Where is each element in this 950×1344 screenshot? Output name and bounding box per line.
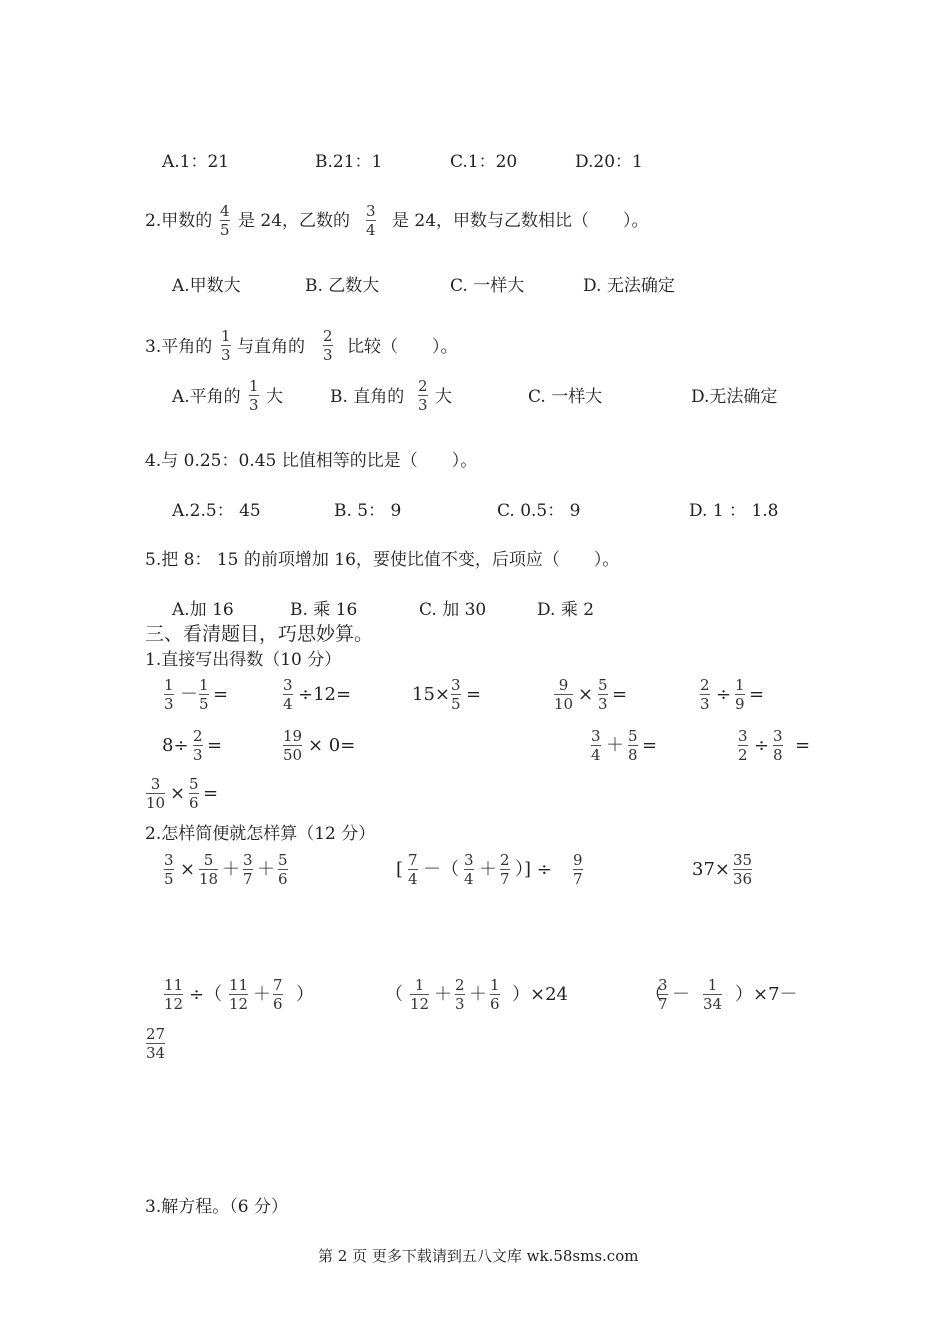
c6-fraction-2: 1 34	[703, 976, 723, 1013]
r1b-operator: ÷12=	[298, 684, 352, 705]
c5-operator-1: ＋	[434, 984, 452, 1005]
q3-option-a-suffix: 大	[266, 387, 283, 407]
r1a-fraction-1: 1 3	[164, 676, 174, 713]
r2d-operator: ÷	[754, 735, 770, 756]
c5-fraction-2: 2 3	[455, 976, 465, 1013]
q3-option-a-fraction: 1 3	[249, 377, 259, 414]
c6-fraction-3: 27 34	[146, 1025, 166, 1062]
q3-fraction-1: 1 3	[221, 327, 231, 364]
r1d-fraction-2: 5 3	[598, 676, 608, 713]
q5-option-c: C. 加 30	[419, 600, 487, 620]
r1e-fraction-1: 2 3	[700, 676, 710, 713]
c2-fraction-4: 9 7	[573, 851, 583, 888]
r2b-fraction-1: 19 50	[283, 727, 303, 764]
c2-operator-2: ＋	[479, 859, 497, 880]
q2-option-c: C. 一样大	[450, 276, 525, 296]
r2a-prefix: 8÷	[162, 735, 189, 756]
r1a-equals: =	[213, 684, 229, 705]
c5-operator-2: ＋	[469, 984, 487, 1005]
q2-suffix: 是 24，甲数与乙数相比（ ）。	[392, 211, 649, 231]
c2-fraction-1: 7 4	[408, 851, 418, 888]
c1-fraction-3: 3 7	[243, 851, 253, 888]
r2c-operator: ＋	[606, 735, 624, 756]
q2-option-a: A.甲数大	[172, 276, 241, 296]
c5-fraction-1: 1 12	[410, 976, 430, 1013]
c3-prefix: 37×	[692, 859, 730, 880]
c5-left-bracket: （	[385, 984, 403, 1005]
c5-fraction-3: 1 6	[490, 976, 500, 1013]
q4-option-d: D. 1 ： 1.8	[689, 501, 779, 521]
c4-operator-2: ＋	[253, 984, 271, 1005]
page-footer: 第 2 页 更多下载请到五八文库 wk.58sms.com	[318, 1247, 639, 1265]
r2b-operator: × 0=	[308, 735, 356, 756]
c4-fraction-1: 11 12	[164, 976, 184, 1013]
q3-option-b-suffix: 大	[435, 387, 452, 407]
c4-operator-1: ÷（	[189, 984, 223, 1005]
q4-option-c: C. 0.5： 9	[497, 501, 581, 521]
c1-fraction-4: 5 6	[278, 851, 288, 888]
q3-fraction-2: 2 3	[323, 327, 333, 364]
r1e-operator: ÷	[716, 684, 732, 705]
c6-operator-1: －	[672, 984, 690, 1005]
c1-operator-1: ×	[180, 859, 196, 880]
r2a-fraction-1: 2 3	[193, 727, 203, 764]
r2c-fraction-1: 3 4	[591, 727, 601, 764]
c3-fraction-1: 35 36	[733, 851, 753, 888]
c2-right-bracket: ）] ÷	[515, 859, 552, 880]
c4-fraction-2: 11 12	[229, 976, 249, 1013]
c4-fraction-3: 7 6	[273, 976, 283, 1013]
r1d-fraction-1: 9 10	[554, 676, 574, 713]
q3-middle: 与直角的	[237, 337, 305, 357]
q3-option-b-fraction: 2 3	[418, 377, 428, 414]
q3-option-c: C. 一样大	[528, 387, 603, 407]
r1b-fraction-1: 3 4	[283, 676, 293, 713]
r1d-operator: ×	[578, 684, 594, 705]
r1a-fraction-2: 1 5	[199, 676, 209, 713]
r2d-equals: =	[795, 735, 811, 756]
section-3-title: 三、看清题目，巧思妙算。	[145, 623, 374, 645]
r2a-equals: =	[207, 735, 223, 756]
c2-fraction-3: 2 7	[500, 851, 510, 888]
q1-option-c: C.1：20	[450, 152, 518, 172]
q2-fraction-2: 3 4	[366, 202, 376, 239]
r1e-fraction-2: 1 9	[735, 676, 745, 713]
r3a-equals: =	[203, 783, 219, 804]
c4-right-bracket: ）	[296, 984, 314, 1005]
c6-fraction-1: 3 7	[658, 976, 668, 1013]
c6-left-bracket: （	[645, 984, 663, 1005]
q4-option-b: B. 5： 9	[334, 501, 402, 521]
c6-right-bracket: ）×7－	[735, 984, 798, 1005]
q5-option-d: D. 乘 2	[537, 600, 595, 620]
r3a-fraction-1: 3 10	[146, 775, 166, 812]
r1a-operator: －	[180, 684, 198, 705]
c1-fraction-2: 5 18	[199, 851, 219, 888]
c1-operator-2: ＋	[222, 859, 240, 880]
q3-option-d: D.无法确定	[691, 387, 778, 407]
q2-fraction-1: 4 5	[220, 202, 230, 239]
section-3-sub-3: 3.解方程。（6 分）	[145, 1197, 288, 1217]
r1d-equals: =	[612, 684, 628, 705]
c2-operator-1: －（	[423, 859, 459, 880]
r1c-equals: =	[466, 684, 482, 705]
r1c-prefix: 15×	[412, 684, 450, 705]
section-3-sub-2: 2.怎样简便就怎样算（12 分）	[145, 824, 376, 844]
r2d-fraction-2: 3 8	[773, 727, 783, 764]
c1-operator-3: ＋	[257, 859, 275, 880]
q3-prefix: 3.平角的	[145, 337, 213, 357]
c2-fraction-2: 3 4	[464, 851, 474, 888]
q5-text: 5.把 8： 15 的前项增加 16，要使比值不变，后项应（ ）。	[145, 550, 620, 570]
r2c-fraction-2: 5 8	[628, 727, 638, 764]
q3-option-b-prefix: B. 直角的	[330, 387, 405, 407]
q2-option-b: B. 乙数大	[305, 276, 380, 296]
r1e-equals: =	[749, 684, 765, 705]
q5-option-b: B. 乘 16	[290, 600, 358, 620]
q2-option-d: D. 无法确定	[583, 276, 675, 296]
q2-middle: 是 24，乙数的	[238, 211, 351, 231]
q5-option-a: A.加 16	[172, 600, 234, 620]
q1-option-a: A.1：21	[162, 152, 230, 172]
section-3-sub-1: 1.直接写出得数（10 分）	[145, 650, 342, 670]
r3a-operator: ×	[170, 783, 186, 804]
c5-right-bracket: ）×24	[512, 984, 568, 1005]
r2d-fraction-1: 3 2	[738, 727, 748, 764]
r2c-equals: =	[642, 735, 658, 756]
q3-option-a-prefix: A.平角的	[172, 387, 241, 407]
c1-fraction-1: 3 5	[164, 851, 174, 888]
r3a-fraction-2: 5 6	[189, 775, 199, 812]
q4-option-a: A.2.5： 45	[172, 501, 261, 521]
c2-left-bracket: [	[396, 859, 404, 880]
r1c-fraction-1: 3 5	[451, 676, 461, 713]
q2-prefix: 2.甲数的	[145, 211, 213, 231]
q3-suffix: 比较（ ）。	[347, 337, 458, 357]
q4-text: 4.与 0.25：0.45 比值相等的比是（ ）。	[145, 451, 478, 471]
q1-option-b: B.21：1	[315, 152, 383, 172]
q1-option-d: D.20：1	[575, 152, 643, 172]
